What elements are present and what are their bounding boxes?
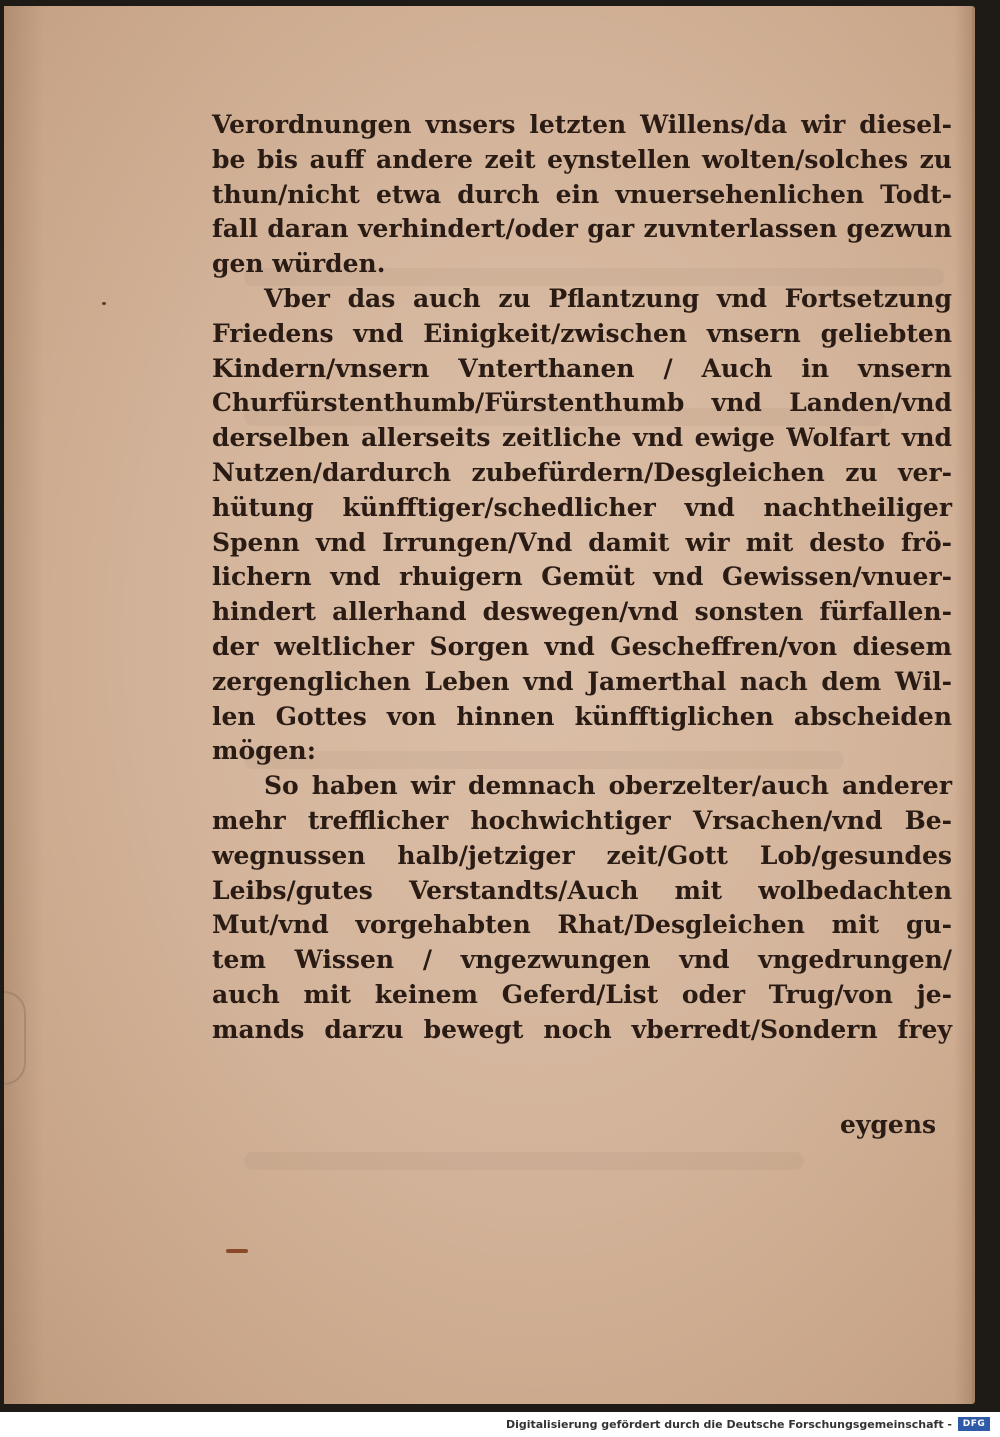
text-line: Spenn vnd Irrungen/Vnd damit wir mit desto frö- (212, 527, 952, 557)
text-line: Leibs/gutes Verstandts/Auch mit wolbedachten (212, 875, 952, 905)
text-line: fall daran verhindert/oder gar zuvnterlassen gezwun (212, 214, 952, 244)
text-line: auch mit keinem Geferd/List oder Trug/von je- (212, 979, 952, 1009)
text-line: gen würden. (212, 249, 386, 279)
funding-credit: Digitalisierung gefördert durch die Deutsche Forschungsgemeinschaft - (505, 1418, 952, 1431)
text-line: tem Wissen / vngezwungen vnd vngedrungen/ (212, 945, 952, 975)
text-line: mögen: (212, 736, 316, 766)
ink-speck (102, 302, 106, 305)
text-line: be bis auff andere zeit eynstellen wolten/solches zu (212, 144, 952, 174)
text-line: thun/nicht etwa durch ein vnuersehenlichen Todt- (212, 179, 952, 209)
text-line: hindert allerhand deswegen/vnd sonsten fürfallen- (212, 597, 952, 627)
text-line: zergenglichen Leben vnd Jamerthal nach dem Wil- (212, 666, 952, 696)
text-line: Kindern/vnsern Vnterthanen / Auch in vnsern (212, 353, 952, 383)
page-edge-shadow (954, 6, 972, 1404)
text-line: hütung künfftiger/schedlicher vnd nachtheiliger (212, 492, 952, 522)
paragraph-start-line: So haben wir demnach oberzelter/auch anderer (264, 771, 952, 801)
body-text (212, 108, 952, 1048)
text-line: lichern vnd rhuigern Gemüt vnd Gewissen/vnuer- (212, 562, 952, 592)
paragraph-start-line: Vber das auch zu Pflantzung vnd Fortsetzung (264, 283, 952, 313)
text-line: wegnussen halb/jetziger zeit/Gott Lob/gesundes (212, 840, 952, 870)
footer-bar (0, 1412, 1000, 1437)
gutter-shadow (4, 6, 44, 1404)
show-through-bleed (244, 1152, 804, 1170)
text-line: Nutzen/dardurch zubefürdern/Desgleichen zu ver- (212, 457, 952, 487)
text-line: mands darzu bewegt noch vberredt/Sondern frey (212, 1014, 952, 1044)
dfg-logo-icon: DFG (958, 1417, 990, 1431)
text-line: der weltlicher Sorgen vnd Gescheffren/von diesem (212, 631, 952, 661)
text-line: Verordnungen vnsers letzten Willens/da wir diesel- (212, 110, 952, 139)
binding-mark (4, 991, 26, 1085)
signature-dash-mark (226, 1249, 248, 1253)
text-line: mehr trefflicher hochwichtiger Vrsachen/vnd Be- (212, 805, 952, 835)
text-line: Churfürstenthumb/Fürstenthumb vnd Landen/vnd (212, 388, 952, 418)
catchword: eygens (840, 1110, 937, 1139)
text-line: Mut/vnd vorgehabten Rhat/Desgleichen mit gu- (212, 910, 952, 940)
text-line: Friedens vnd Einigkeit/zwischen vnsern geliebten (212, 318, 952, 348)
text-line: len Gottes von hinnen künfftiglichen abscheiden (212, 701, 952, 731)
text-line: derselben allerseits zeitliche vnd ewige Wolfart vnd (212, 423, 952, 453)
